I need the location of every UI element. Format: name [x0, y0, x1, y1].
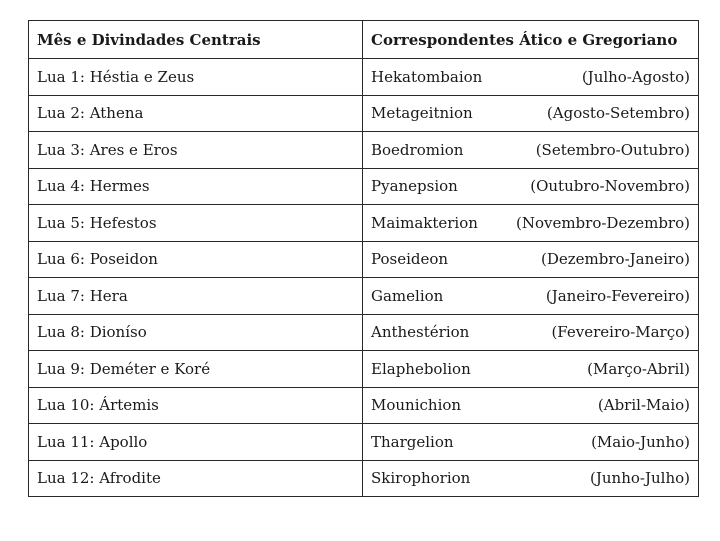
table-row [29, 59, 699, 96]
attic-month-name: Maimakterion [371, 213, 478, 232]
gregorian-months: (Dezembro-Janeiro) [541, 250, 690, 269]
month-deities-cell: Lua 6: Poseidon [29, 241, 363, 278]
correspondence-cell [363, 424, 699, 461]
table-row [29, 278, 699, 315]
attic-month-name: Elaphebolion [371, 359, 471, 378]
gregorian-months: (Março-Abril) [587, 359, 690, 378]
attic-month-name: Mounichion [371, 396, 462, 415]
attic-month-name: Poseideon [371, 250, 449, 269]
month-deities-cell: Lua 10: Ártemis [29, 387, 363, 424]
correspondence-cell [363, 241, 699, 278]
correspondence-cell [363, 168, 699, 205]
month-deities-cell: Lua 11: Apollo [29, 424, 363, 461]
table-row [29, 95, 699, 132]
header-month-deities: Mês e Divindades Centrais [29, 21, 363, 59]
month-deities-cell: Lua 9: Deméter e Koré [29, 351, 363, 388]
month-deities-cell: Lua 8: Dioníso [29, 314, 363, 351]
months-table [28, 20, 699, 497]
correspondence-cell [363, 314, 699, 351]
gregorian-months: (Maio-Junho) [591, 432, 690, 451]
gregorian-months: (Janeiro-Fevereiro) [545, 286, 690, 305]
table-row [29, 314, 699, 351]
table-row [29, 460, 699, 497]
gregorian-months: (Fevereiro-Março) [551, 323, 690, 342]
attic-month-name: Hekatombaion [371, 67, 483, 86]
correspondence-cell [363, 205, 699, 242]
attic-month-name: Gamelion [371, 286, 444, 305]
gregorian-months: (Abril-Maio) [597, 396, 690, 415]
gregorian-months: (Julho-Agosto) [581, 67, 690, 86]
attic-month-name: Thargelion [371, 432, 454, 451]
attic-month-name: Pyanepsion [371, 177, 458, 196]
attic-month-name: Anthestérion [371, 323, 470, 342]
table-row [29, 241, 699, 278]
attic-month-name: Skirophorion [371, 469, 471, 488]
correspondence-cell [363, 278, 699, 315]
table-row [29, 387, 699, 424]
month-deities-cell: Lua 7: Hera [29, 278, 363, 315]
gregorian-months: (Junho-Julho) [590, 469, 690, 488]
month-deities-cell: Lua 1: Héstia e Zeus [29, 59, 363, 96]
attic-month-name: Metageitnion [371, 104, 473, 123]
month-deities-cell: Lua 2: Athena [29, 95, 363, 132]
table-row [29, 205, 699, 242]
table-row [29, 132, 699, 169]
correspondence-cell [363, 132, 699, 169]
table-row [29, 424, 699, 461]
gregorian-months: (Novembro-Dezembro) [515, 213, 690, 232]
attic-month-name: Boedromion [371, 140, 464, 159]
correspondence-cell [363, 351, 699, 388]
correspondence-cell [363, 59, 699, 96]
header-row [29, 21, 699, 59]
correspondence-cell [363, 387, 699, 424]
month-deities-cell: Lua 12: Afrodite [29, 460, 363, 497]
gregorian-months: (Agosto-Setembro) [546, 104, 690, 123]
month-deities-cell: Lua 4: Hermes [29, 168, 363, 205]
correspondence-cell [363, 95, 699, 132]
correspondence-cell [363, 460, 699, 497]
month-deities-cell: Lua 5: Hefestos [29, 205, 363, 242]
month-deities-cell: Lua 3: Ares e Eros [29, 132, 363, 169]
table-row [29, 168, 699, 205]
header-attic-gregorian: Correspondentes Ático e Gregoriano [363, 21, 699, 59]
table-row [29, 351, 699, 388]
gregorian-months: (Setembro-Outubro) [535, 140, 690, 159]
gregorian-months: (Outubro-Novembro) [530, 177, 690, 196]
